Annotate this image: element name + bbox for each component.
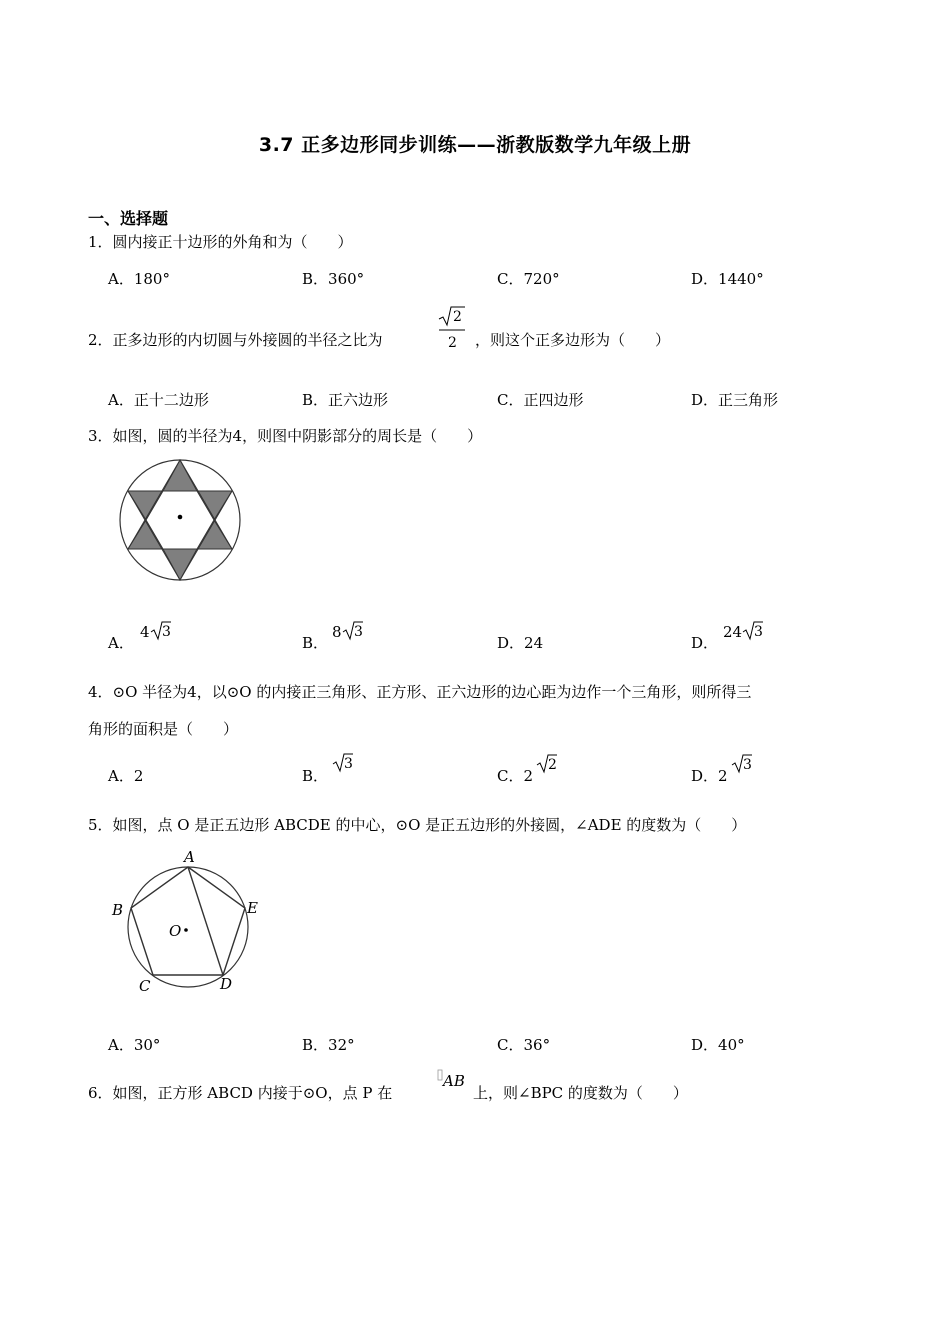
label-b: B xyxy=(112,901,124,919)
center-dot xyxy=(178,515,183,520)
q3-figure-svg xyxy=(118,456,248,584)
q2-option-b: B．正六边形 xyxy=(302,391,389,409)
q2-fraction xyxy=(437,303,467,357)
question-5-text: 5．如图，点 O 是正五边形 ABCDE 的中心，⊙O 是正五边形的外接圆，∠ADE 的度数为（ ） xyxy=(88,816,747,834)
q2-text-before: 2．正多边形的内切圆与外接圆的半径之比为 xyxy=(88,331,383,349)
q1-option-d: D．1440° xyxy=(691,270,764,288)
section-heading: 一、选择题 xyxy=(88,209,169,228)
q4-option-c-value xyxy=(536,753,558,779)
segment-ad xyxy=(188,867,223,975)
label-a: A xyxy=(184,848,195,866)
question-1-text: 1．圆内接正十边形的外角和为（ ） xyxy=(88,233,353,251)
q4-option-c: C．2 xyxy=(497,767,534,785)
q3-option-b-value: 8 3 xyxy=(332,620,364,642)
q4-option-b: B． xyxy=(302,767,329,785)
star-tip-lower-right xyxy=(197,520,232,549)
regular-pentagon xyxy=(131,867,245,975)
circumscribed-circle xyxy=(128,867,248,987)
star-tip-top xyxy=(163,460,197,491)
star-tip-upper-left xyxy=(128,491,163,520)
page-title: 3.7 正多边形同步训练——浙教版数学九年级上册 xyxy=(258,134,692,156)
q3-option-a-value: 4 3 xyxy=(140,620,172,642)
question-6-text-before: 6．如图，正方形 ABCD 内接于⊙O，点 P 在 xyxy=(88,1084,393,1102)
arc-label: AB xyxy=(443,1072,465,1090)
arc-placeholder-icon xyxy=(438,1070,442,1080)
q4-option-a: A．2 xyxy=(108,767,144,785)
label-d: D xyxy=(220,975,233,993)
sqrt-sign-icon xyxy=(731,753,753,775)
q2-option-a: A．正十二边形 xyxy=(108,391,209,409)
q3-figure-star-in-circle xyxy=(118,456,248,588)
q2-frac-num: 2 xyxy=(453,309,462,325)
svg-text:3: 3 xyxy=(743,757,752,773)
svg-text:3: 3 xyxy=(353,624,363,640)
sqrt-sign-icon xyxy=(536,753,558,775)
q6-arc-ab xyxy=(436,1068,466,1096)
svg-text:3: 3 xyxy=(344,756,353,772)
svg-text:3: 3 xyxy=(161,624,171,640)
svg-text:2: 2 xyxy=(548,757,557,773)
star-tip-bottom xyxy=(163,549,197,580)
q1-option-a: A．180° xyxy=(108,270,170,288)
question-3-text: 3．如图，圆的半径为4，则图中阴影部分的周长是（ ） xyxy=(88,427,483,445)
q3-option-a: A． xyxy=(108,634,134,652)
arc-symbol-svg xyxy=(436,1068,466,1092)
q5-option-b: B．32° xyxy=(302,1036,355,1054)
question-4-line-2: 角形的面积是（ ） xyxy=(88,720,239,738)
q5-option-a: A．30° xyxy=(108,1036,161,1054)
q4-option-d-value xyxy=(731,753,753,779)
label-c: C xyxy=(139,977,151,995)
q4-option-d: D．2 xyxy=(691,767,728,785)
sqrt-sign-icon xyxy=(332,752,354,774)
q2-text-after: ，则这个正多边形为（ ） xyxy=(475,331,671,349)
q2-frac-den: 2 xyxy=(448,335,457,351)
q5-figure-svg xyxy=(104,848,274,998)
q3-option-c: D．24 xyxy=(497,634,544,652)
sqrt-sign-icon xyxy=(342,620,364,642)
q3-option-b: B． xyxy=(302,634,329,652)
q1-option-b: B．360° xyxy=(302,270,365,288)
q2-option-c: C．正四边形 xyxy=(497,391,584,409)
question-6-text-after: 上，则∠BPC 的度数为（ ） xyxy=(473,1084,688,1102)
question-2-text xyxy=(88,329,383,350)
q3-option-d-value: 24 3 xyxy=(723,620,764,642)
q5-option-c: C．36° xyxy=(497,1036,551,1054)
q2-option-d: D．正三角形 xyxy=(691,391,779,409)
label-o: O xyxy=(169,922,182,940)
star-tip-upper-right xyxy=(197,491,232,520)
sqrt-sign-icon xyxy=(150,620,172,642)
q2-fraction-svg xyxy=(437,303,467,353)
label-e: E xyxy=(247,899,258,917)
q5-option-d: D．40° xyxy=(691,1036,745,1054)
q3-option-d: D． xyxy=(691,634,719,652)
q5-figure-pentagon-in-circle xyxy=(104,848,274,1002)
star-tip-lower-left xyxy=(128,520,163,549)
q1-option-c: C．720° xyxy=(497,270,560,288)
sqrt-sign-icon xyxy=(742,620,764,642)
q4-option-b-value xyxy=(332,752,354,778)
svg-text:3: 3 xyxy=(754,624,764,640)
center-dot xyxy=(184,928,188,932)
question-4-line-1: 4．⊙O 半径为4，以⊙O 的内接正三角形、正方形、正六边形的边心距为边作一个三角形，则所得三 xyxy=(88,683,752,701)
